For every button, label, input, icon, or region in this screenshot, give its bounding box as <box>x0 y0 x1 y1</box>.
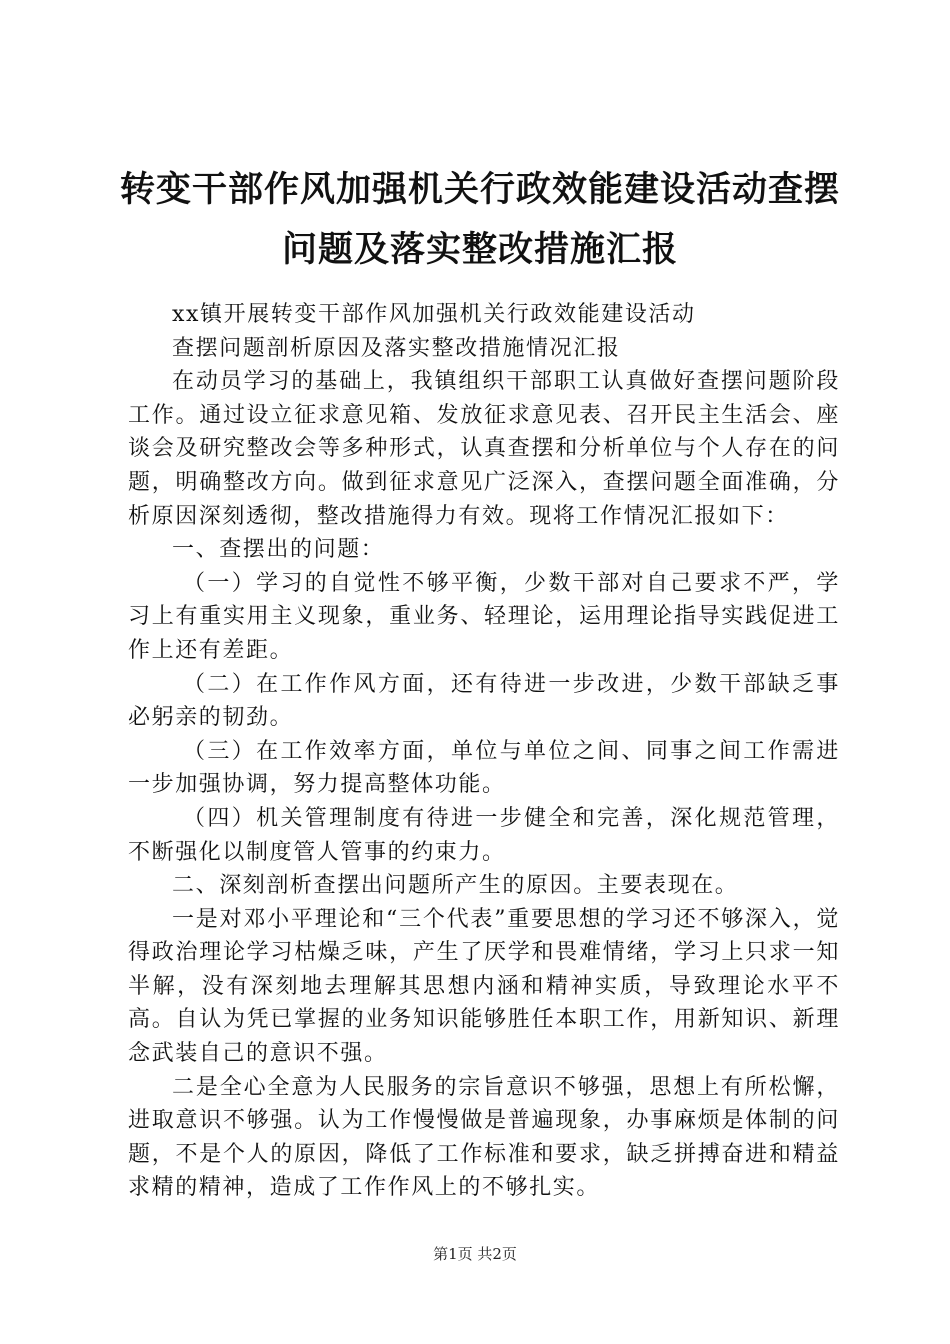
document-title-line2: 问题及落实整改措施汇报 <box>281 229 678 270</box>
document-body <box>128 298 840 1205</box>
section2-heading: 二、深刻剖析查摆出问题所产生的原因。主要表现在。 <box>172 873 739 899</box>
page-number-footer: 第1页 共2页 <box>433 1245 517 1263</box>
problem-1-paragraph: （一）学习的自觉性不够平衡，少数干部对自己要求不严，学习上有重实用主义现象，重业务、轻理论，运用理论指导实践促进工作上还有差距。 <box>128 570 840 663</box>
cause-1-paragraph: 一是对邓小平理论和“三个代表”重要思想的学习还不够深入，觉得政治理论学习枯燥乏味，产生了厌学和畏难情绪，学习上只求一知半解，没有深刻地去理解其思想内涵和精神实质，导致理论水平不高。自认为凭已掌握的业务知识能够胜任本职工作，用新知识、新理念武装自己的意识不强。 <box>128 906 840 1067</box>
problem-4-paragraph: （四）机关管理制度有待进一步健全和完善，深化规范管理，不断强化以制度管人管事的约束力。 <box>128 805 840 865</box>
section1-heading: 一、查摆出的问题： <box>172 537 385 563</box>
problem-2-paragraph: （二）在工作作风方面，还有待进一步改进，少数干部缺乏事必躬亲的韧劲。 <box>128 671 840 731</box>
problem-3-paragraph: （三）在工作效率方面，单位与单位之间、同事之间工作需进一步加强协调，努力提高整体功能。 <box>128 738 840 798</box>
intro-paragraph: 在动员学习的基础上，我镇组织干部职工认真做好查摆问题阶段工作。通过设立征求意见箱、发放征求意见表、召开民主生活会、座谈会及研究整改会等多种形式，认真查摆和分析单位与个人存在的问题，明确整改方向。做到征求意见广泛深入，查摆问题全面准确，分析原因深刻透彻，整改措施得力有效。现将工作情况汇报如下： <box>128 369 840 529</box>
document-title-line1: 转变干部作风加强机关行政效能建设活动查摆 <box>119 169 840 210</box>
cause-2-paragraph: 二是全心全意为人民服务的宗旨意识不够强，思想上有所松懈，进取意识不够强。认为工作慢慢做是普遍现象，办事麻烦是体制的问题，不是个人的原因，降低了工作标准和要求，缺乏拼搏奋进和精益求精的精神，造成了工作作风上的不够扎实。 <box>128 1074 840 1201</box>
subtitle-line1: xx镇开展转变干部作风加强机关行政效能建设活动 <box>172 302 696 327</box>
subtitle-line2: 查摆问题剖析原因及落实整改措施情况汇报 <box>172 335 621 361</box>
